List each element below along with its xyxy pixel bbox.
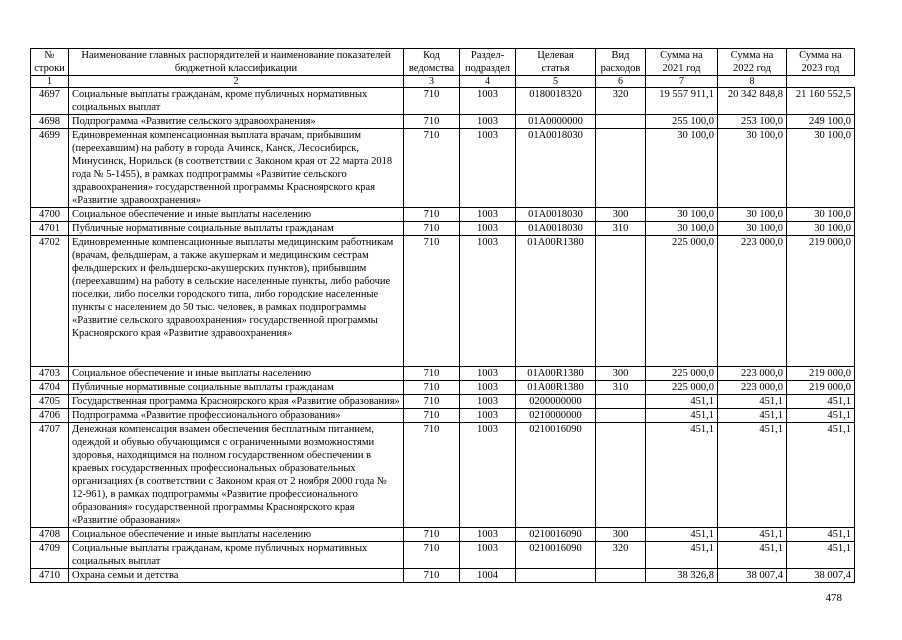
row-target: 01А00R1380 bbox=[516, 236, 596, 367]
row-dept: 710 bbox=[404, 129, 460, 208]
row-sum-2022: 223 000,0 bbox=[718, 381, 787, 395]
row-sum-2022: 223 000,0 bbox=[718, 367, 787, 381]
row-sum-2023: 38 007,4 bbox=[787, 569, 855, 583]
row-target bbox=[516, 569, 596, 583]
row-section: 1003 bbox=[460, 395, 516, 409]
row-name: Социальные выплаты гражданам, кроме публичных нормативных социальных выплат bbox=[69, 542, 404, 569]
row-sum-2021: 225 000,0 bbox=[646, 367, 718, 381]
row-sum-2021: 30 100,0 bbox=[646, 129, 718, 208]
row-name: Социальное обеспечение и иные выплаты населению bbox=[69, 528, 404, 542]
table-row bbox=[31, 569, 855, 583]
row-name: Подпрограмма «Развитие профессионального образования» bbox=[69, 409, 404, 423]
header-sum-2022: Сумма на 2022 год bbox=[718, 49, 787, 76]
row-sum-2022: 451,1 bbox=[718, 423, 787, 528]
col-index: 5 bbox=[516, 76, 596, 88]
row-dept: 710 bbox=[404, 395, 460, 409]
col-index: 4 bbox=[460, 76, 516, 88]
row-sum-2023: 451,1 bbox=[787, 395, 855, 409]
row-dept: 710 bbox=[404, 409, 460, 423]
row-sum-2021: 451,1 bbox=[646, 409, 718, 423]
row-name: Охрана семьи и детства bbox=[69, 569, 404, 583]
row-sum-2023: 30 100,0 bbox=[787, 208, 855, 222]
row-sum-2023: 451,1 bbox=[787, 542, 855, 569]
row-target: 01А0018030 bbox=[516, 129, 596, 208]
header-sum-2021: Сумма на 2021 год bbox=[646, 49, 718, 76]
row-sum-2022: 223 000,0 bbox=[718, 236, 787, 367]
row-name: Социальные выплаты гражданам, кроме публичных нормативных социальных выплат bbox=[69, 88, 404, 115]
page-number: 478 bbox=[825, 592, 842, 604]
row-number: 4709 bbox=[31, 542, 69, 569]
row-name: Публичные нормативные социальные выплаты гражданам bbox=[69, 222, 404, 236]
row-target: 01А0018030 bbox=[516, 222, 596, 236]
row-target: 0210016090 bbox=[516, 542, 596, 569]
col-index: 2 bbox=[69, 76, 404, 88]
row-number: 4706 bbox=[31, 409, 69, 423]
row-sum-2023: 249 100,0 bbox=[787, 115, 855, 129]
row-name: Подпрограмма «Развитие сельского здравоохранения» bbox=[69, 115, 404, 129]
row-target: 01А0018030 bbox=[516, 208, 596, 222]
row-expense: 300 bbox=[596, 528, 646, 542]
row-number: 4699 bbox=[31, 129, 69, 208]
row-sum-2023: 219 000,0 bbox=[787, 367, 855, 381]
header-section: Раздел- подраздел bbox=[460, 49, 516, 76]
row-sum-2021: 255 100,0 bbox=[646, 115, 718, 129]
table-row bbox=[31, 208, 855, 222]
row-sum-2021: 19 557 911,1 bbox=[646, 88, 718, 115]
row-sum-2023: 451,1 bbox=[787, 423, 855, 528]
row-sum-2022: 30 100,0 bbox=[718, 208, 787, 222]
row-target: 01А0000000 bbox=[516, 115, 596, 129]
row-number: 4698 bbox=[31, 115, 69, 129]
row-number: 4710 bbox=[31, 569, 69, 583]
row-sum-2023: 30 100,0 bbox=[787, 129, 855, 208]
row-number: 4701 bbox=[31, 222, 69, 236]
row-expense: 300 bbox=[596, 208, 646, 222]
row-sum-2022: 253 100,0 bbox=[718, 115, 787, 129]
row-section: 1003 bbox=[460, 528, 516, 542]
row-name: Социальное обеспечение и иные выплаты населению bbox=[69, 208, 404, 222]
table-row bbox=[31, 395, 855, 409]
row-number: 4707 bbox=[31, 423, 69, 528]
row-expense bbox=[596, 236, 646, 367]
row-expense bbox=[596, 423, 646, 528]
row-target: 0180018320 bbox=[516, 88, 596, 115]
row-name: Государственная программа Красноярского края «Развитие образования» bbox=[69, 395, 404, 409]
header-target: Целевая статья bbox=[516, 49, 596, 76]
row-dept: 710 bbox=[404, 542, 460, 569]
row-sum-2021: 451,1 bbox=[646, 423, 718, 528]
row-section: 1003 bbox=[460, 208, 516, 222]
row-sum-2023: 451,1 bbox=[787, 409, 855, 423]
row-dept: 710 bbox=[404, 528, 460, 542]
row-target: 01А00R1380 bbox=[516, 381, 596, 395]
row-sum-2021: 451,1 bbox=[646, 528, 718, 542]
row-target: 0210000000 bbox=[516, 409, 596, 423]
row-dept: 710 bbox=[404, 222, 460, 236]
row-section: 1003 bbox=[460, 409, 516, 423]
table-row bbox=[31, 236, 855, 367]
budget-table bbox=[30, 48, 855, 583]
header-dept: Код ведомства bbox=[404, 49, 460, 76]
table-row bbox=[31, 528, 855, 542]
row-expense: 300 bbox=[596, 367, 646, 381]
row-name: Единовременные компенсационные выплаты медицинским работникам (врачам, фельдшерам, а также акушеркам и медицинским сестрам фельдшерских и фельдшерско-акушерских пунктов), прибывшим (переехавшим) на работу в сельские населенные пункты, либо рабочие поселки, либо поселки городского типа, либо городские населенные пункты с населением до 50 тыс. человек, в рамках подпрограммы «Развитие сельского здравоохранения» государственной программы Красноярского края «Развитие здравоохранения» bbox=[69, 236, 404, 367]
row-expense: 310 bbox=[596, 222, 646, 236]
row-sum-2023: 30 100,0 bbox=[787, 222, 855, 236]
table-row bbox=[31, 423, 855, 528]
header-row bbox=[31, 49, 855, 76]
row-sum-2021: 451,1 bbox=[646, 542, 718, 569]
row-expense: 320 bbox=[596, 542, 646, 569]
row-sum-2022: 30 100,0 bbox=[718, 129, 787, 208]
row-sum-2021: 30 100,0 bbox=[646, 208, 718, 222]
table-row bbox=[31, 409, 855, 423]
row-sum-2022: 451,1 bbox=[718, 542, 787, 569]
table-row bbox=[31, 115, 855, 129]
row-section: 1004 bbox=[460, 569, 516, 583]
row-sum-2023: 219 000,0 bbox=[787, 236, 855, 367]
row-sum-2022: 451,1 bbox=[718, 528, 787, 542]
column-index-row bbox=[31, 76, 855, 88]
row-number: 4704 bbox=[31, 381, 69, 395]
row-section: 1003 bbox=[460, 236, 516, 367]
row-expense bbox=[596, 395, 646, 409]
row-section: 1003 bbox=[460, 88, 516, 115]
row-sum-2021: 225 000,0 bbox=[646, 381, 718, 395]
col-index: 6 bbox=[596, 76, 646, 88]
row-expense bbox=[596, 409, 646, 423]
row-number: 4703 bbox=[31, 367, 69, 381]
col-index: 1 bbox=[31, 76, 69, 88]
row-dept: 710 bbox=[404, 381, 460, 395]
row-dept: 710 bbox=[404, 115, 460, 129]
row-section: 1003 bbox=[460, 381, 516, 395]
row-sum-2023: 451,1 bbox=[787, 528, 855, 542]
row-name: Единовременная компенсационная выплата врачам, прибывшим (переехавшим) на работу в города Ачинск, Канск, Лесосибирск, Минусинск, Норильск (в соответствии с Законом края от 22 марта 2018 года № 5-1455), в рамках подпрограммы «Развитие сельского здравоохранения» государственной программы Красноярского края «Развитие здравоохранения» bbox=[69, 129, 404, 208]
col-index: 7 bbox=[646, 76, 718, 88]
row-number: 4697 bbox=[31, 88, 69, 115]
row-section: 1003 bbox=[460, 542, 516, 569]
row-sum-2022: 451,1 bbox=[718, 395, 787, 409]
row-sum-2022: 38 007,4 bbox=[718, 569, 787, 583]
row-name: Социальное обеспечение и иные выплаты населению bbox=[69, 367, 404, 381]
row-sum-2022: 30 100,0 bbox=[718, 222, 787, 236]
row-dept: 710 bbox=[404, 88, 460, 115]
table-row bbox=[31, 381, 855, 395]
row-sum-2021: 30 100,0 bbox=[646, 222, 718, 236]
header-expense: Вид расходов bbox=[596, 49, 646, 76]
row-section: 1003 bbox=[460, 222, 516, 236]
row-sum-2022: 451,1 bbox=[718, 409, 787, 423]
row-section: 1003 bbox=[460, 115, 516, 129]
header-row-no: № строки bbox=[31, 49, 69, 76]
row-number: 4705 bbox=[31, 395, 69, 409]
row-dept: 710 bbox=[404, 236, 460, 367]
row-dept: 710 bbox=[404, 569, 460, 583]
row-expense bbox=[596, 115, 646, 129]
row-target: 01А00R1380 bbox=[516, 367, 596, 381]
row-number: 4708 bbox=[31, 528, 69, 542]
col-index: 3 bbox=[404, 76, 460, 88]
row-target: 0210016090 bbox=[516, 423, 596, 528]
row-dept: 710 bbox=[404, 367, 460, 381]
table-row bbox=[31, 542, 855, 569]
row-name: Публичные нормативные социальные выплаты гражданам bbox=[69, 381, 404, 395]
row-expense bbox=[596, 129, 646, 208]
table-row bbox=[31, 129, 855, 208]
table-row bbox=[31, 88, 855, 115]
row-expense: 310 bbox=[596, 381, 646, 395]
header-name: Наименование главных распорядителей и наименование показателей бюджетной классификации bbox=[69, 49, 404, 76]
header-sum-2023: Сумма на 2023 год bbox=[787, 49, 855, 76]
row-section: 1003 bbox=[460, 129, 516, 208]
row-expense bbox=[596, 569, 646, 583]
row-sum-2021: 225 000,0 bbox=[646, 236, 718, 367]
row-section: 1003 bbox=[460, 367, 516, 381]
row-dept: 710 bbox=[404, 208, 460, 222]
col-index: 8 bbox=[718, 76, 787, 88]
row-dept: 710 bbox=[404, 423, 460, 528]
row-number: 4702 bbox=[31, 236, 69, 367]
row-number: 4700 bbox=[31, 208, 69, 222]
row-expense: 320 bbox=[596, 88, 646, 115]
row-sum-2022: 20 342 848,8 bbox=[718, 88, 787, 115]
row-target: 0200000000 bbox=[516, 395, 596, 409]
row-sum-2023: 21 160 552,5 bbox=[787, 88, 855, 115]
table-row bbox=[31, 222, 855, 236]
row-name: Денежная компенсация взамен обеспечения бесплатным питанием, одеждой и обувью обучающимся с ограниченными возможностями здоровья, находящимся на полном государственном обеспечении в краевых государственных профессиональных образовательных организациях (в соответствии с Законом края от 2 ноября 2000 года № 12-961), в рамках подпрограммы «Развитие профессионального образования» государственной программы Красноярского края «Развитие образования» bbox=[69, 423, 404, 528]
table-row bbox=[31, 367, 855, 381]
row-target: 0210016090 bbox=[516, 528, 596, 542]
row-sum-2021: 451,1 bbox=[646, 395, 718, 409]
row-sum-2023: 219 000,0 bbox=[787, 381, 855, 395]
row-section: 1003 bbox=[460, 423, 516, 528]
row-sum-2021: 38 326,8 bbox=[646, 569, 718, 583]
